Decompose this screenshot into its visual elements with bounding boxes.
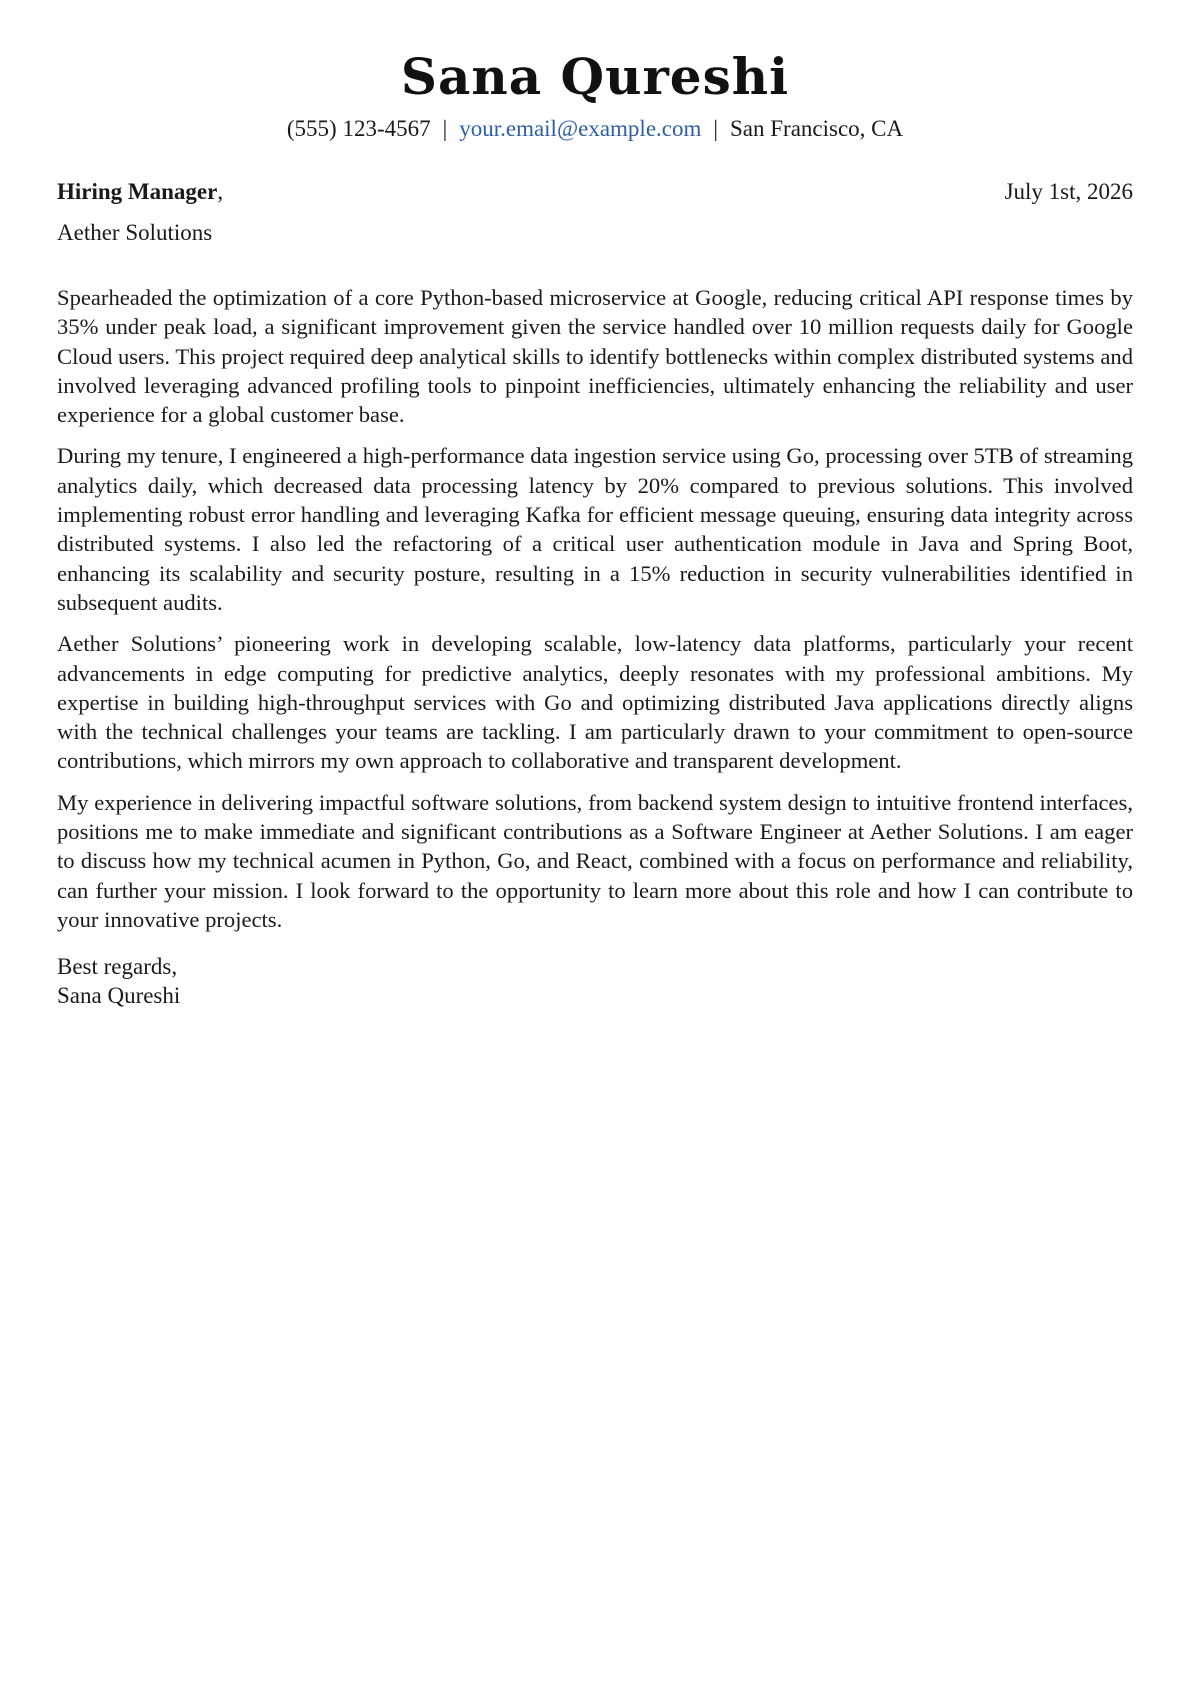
contact-separator: | bbox=[713, 116, 718, 141]
body-paragraph: Aether Solutions’ pioneering work in developing scalable, low-latency data platforms, particularly your recent advancements in edge computing for predictive analytics, deeply resonates with my professional ambitions. My expertise in building high-throughput services with Go and optimizing distributed Java applications directly aligns with the technical challenges your teams are tackling. I am particularly drawn to your commitment to open-source contributions, which mirrors my own approach to collaborative and transparent development. bbox=[57, 631, 1133, 774]
recipient-row bbox=[57, 177, 1133, 207]
applicant-name: Sana Qureshi bbox=[400, 47, 790, 106]
recipient-title-text: Hiring Manager bbox=[57, 179, 218, 204]
letter-date: July 1st, 2026 bbox=[1004, 179, 1133, 204]
body-paragraph: My experience in delivering impactful software solutions, from backend system design to intuitive frontend interfaces, positions me to make immediate and significant contributions as a Software Engineer at Aether Solutions. I am eager to discuss how my technical acumen in Python, Go, and React, combined with a focus on performance and reliability, can further your mission. I look forward to the opportunity to learn more about this role and how I can contribute to your innovative projects. bbox=[57, 789, 1133, 932]
contact-line bbox=[57, 114, 1133, 144]
recipient-title bbox=[57, 177, 223, 207]
letter-body bbox=[57, 283, 1133, 946]
closing-signature: Sana Qureshi bbox=[57, 983, 181, 1008]
location: San Francisco, CA bbox=[730, 116, 904, 141]
contact-separator: | bbox=[442, 116, 448, 141]
recipient-title-suffix: , bbox=[217, 179, 224, 204]
phone-number: (555) 123-4567 bbox=[286, 116, 431, 141]
letter-closing bbox=[57, 952, 180, 1010]
body-paragraph: Spearheaded the optimization of a core Python-based microservice at Google, reducing critical API response times by 35% under peak load, a significant improvement given the service handled over 10 million requests daily for Google Cloud users. This project required deep analytical skills to identify bottlenecks within complex distributed systems and involved leveraging advanced profiling tools to pinpoint inefficiencies, ultimately enhancing the reliability and user experience for a global customer base. bbox=[57, 285, 1133, 428]
recipient-company: Aether Solutions bbox=[57, 220, 213, 245]
closing-salutation: Best regards, bbox=[57, 954, 178, 979]
body-paragraph: During my tenure, I engineered a high-performance data ingestion service using Go, processing over 5TB of streaming analytics daily, which decreased data processing latency by 20% compared to previous solutions. This involved implementing robust error handling and leveraging Kafka for efficient message queuing, ensuring data integrity across distributed systems. I also led the refactoring of a critical user authentication module in Java and Spring Boot, enhancing its scalability and security posture, resulting in a 15% reduction in security vulnerabilities identified in subsequent audits. bbox=[57, 443, 1133, 615]
email-link[interactable]: your.email@example.com bbox=[459, 116, 702, 141]
